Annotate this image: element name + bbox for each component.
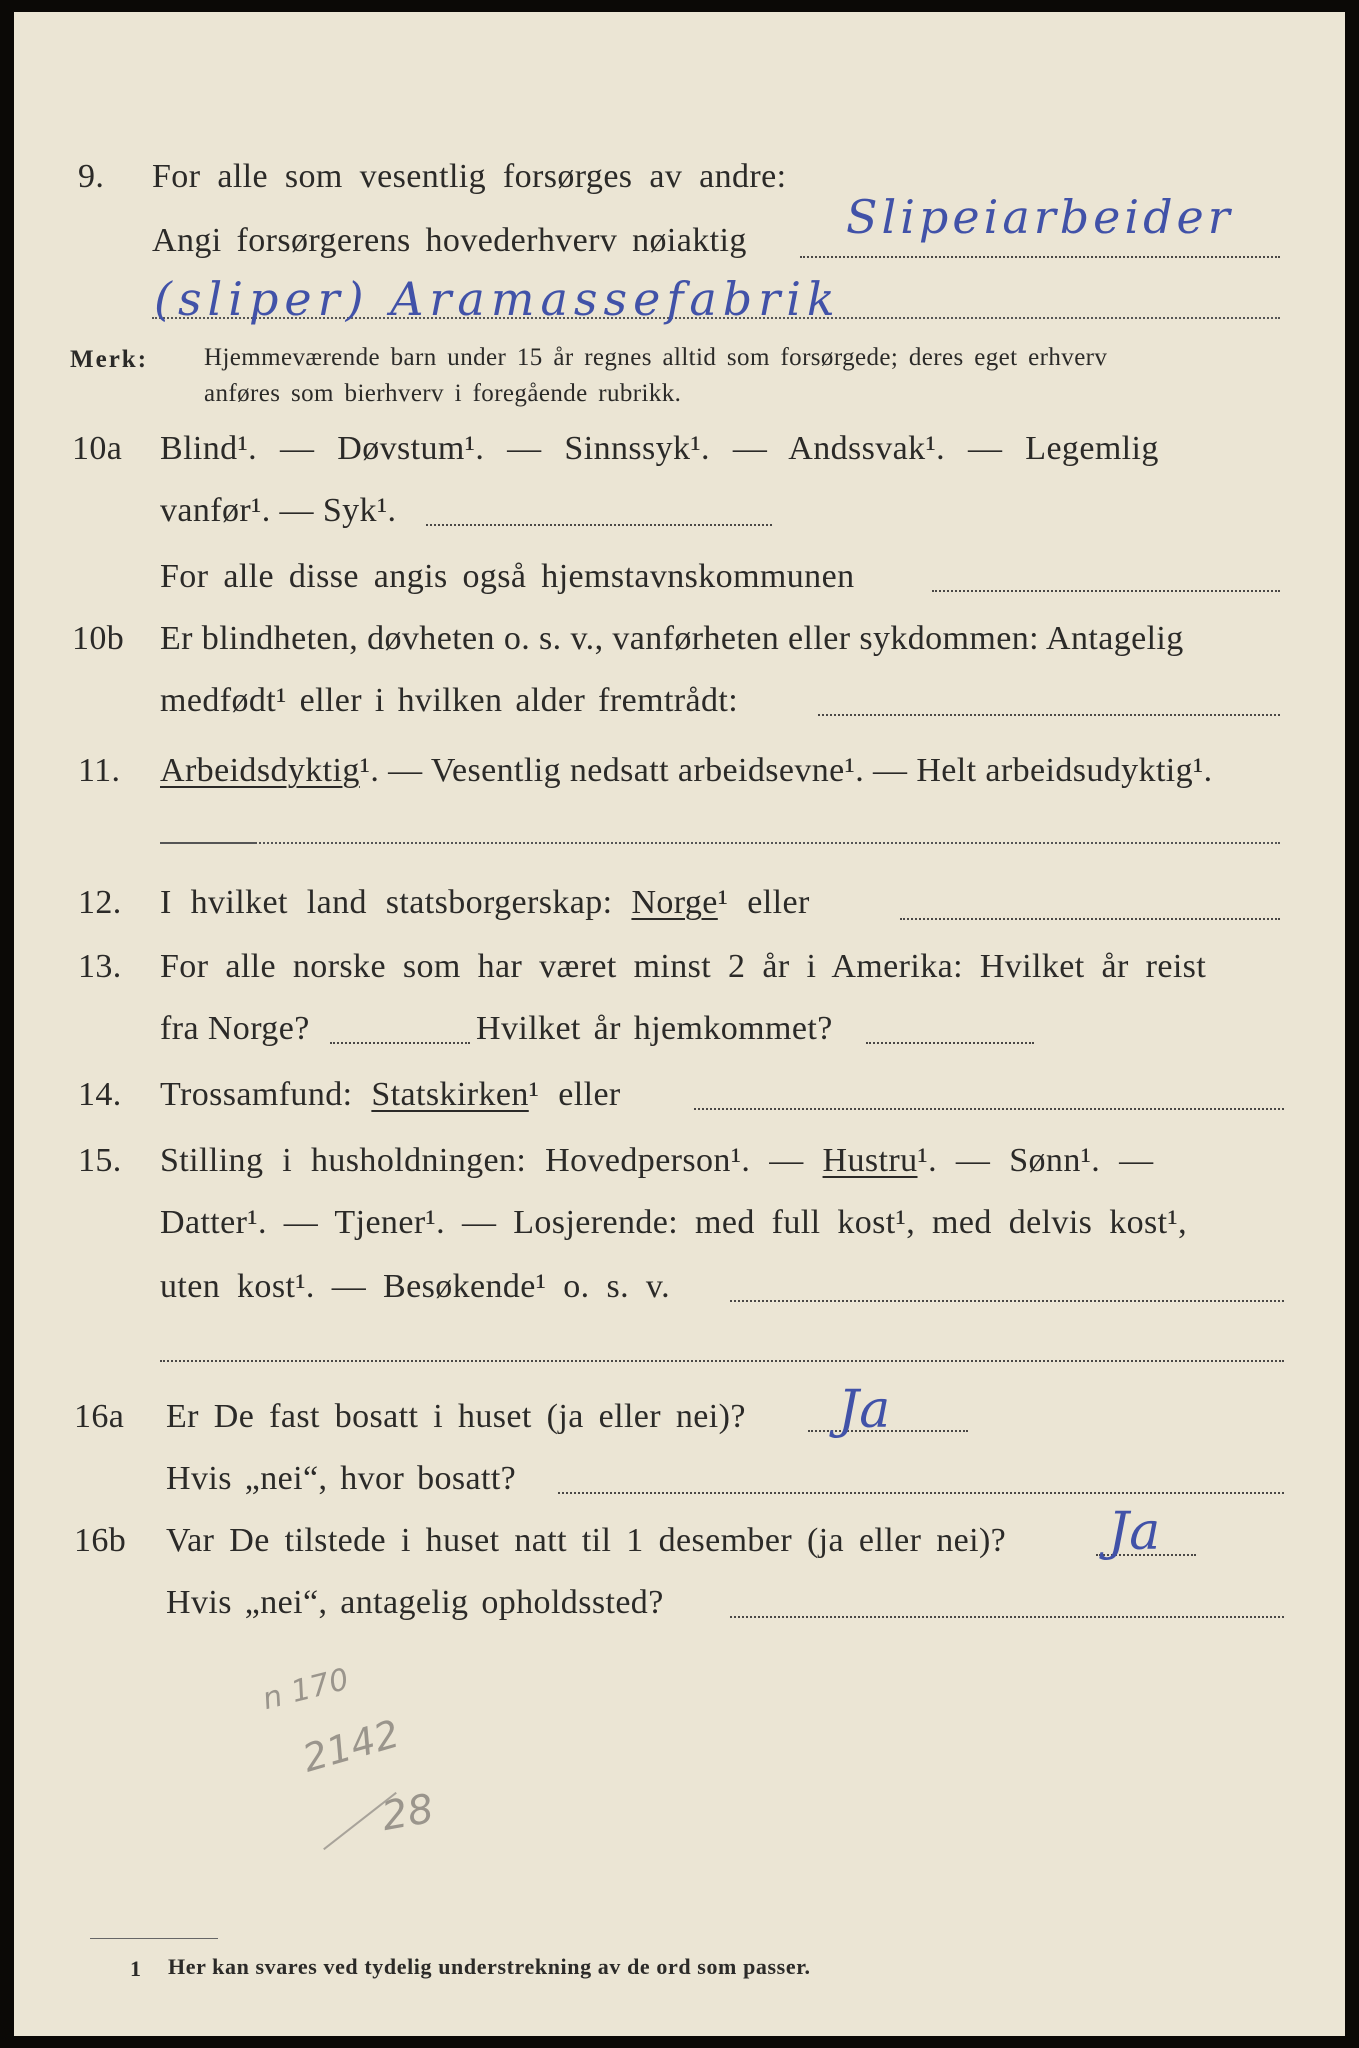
q14-after: ¹ eller [528,1076,621,1113]
q15-line1a: Stilling i husholdningen: Hovedperson¹. — [160,1142,804,1179]
q16b-handwritten-answer: Ja [1108,1502,1161,1562]
q15-line3: uten kost¹. — Besøkende¹ o. s. v. [160,1268,671,1305]
q12-underlined-answer: Norge [631,884,718,921]
q13-number: 13. [78,948,122,985]
footnote-marker: 1 [130,1956,142,1981]
q10b-number: 10b [72,620,125,657]
q11-line [160,752,1213,790]
q14-underlined-answer: Statskirken [371,1076,529,1113]
q12-line [160,884,810,922]
q16a-number: 16a [74,1398,125,1435]
q15-line1b: ¹. — Sønn¹. — [917,1142,1154,1179]
q15-line1 [160,1142,1154,1180]
pencil-note-3: 28 [378,1785,438,1841]
q12-answer-line [900,918,1280,920]
q15-line2: Datter¹. — Tjener¹. — Losjerende: med full kost¹, med delvis kost¹, [160,1204,1187,1241]
q11-number: 11. [78,752,121,789]
q14-line [160,1076,621,1114]
q9-answer-line1 [800,256,1280,258]
q16b-line2: Hvis „nei“, antagelig opholdssted? [166,1584,664,1621]
q12-number: 12. [78,884,122,921]
merk-line2: anføres som bierhverv i foregående rubrikk. [204,380,682,407]
q16a-handwritten-answer: Ja [838,1380,891,1440]
q11-extra-line [160,842,1280,844]
merk-label: Merk: [70,346,149,373]
census-form-page [14,12,1345,2036]
q10a-number: 10a [72,430,123,467]
q9-handwritten-answer1: Slipeiarbeider [846,190,1234,244]
q10b-line1: Er blindheten, døvheten o. s. v., vanførheten eller sykdommen: Antagelig [160,620,1184,657]
q9-handwritten-answer2: (sliper) Aramassefabrik [154,272,841,326]
q15-extra-line [160,1360,1284,1362]
q13-line2b: Hvilket år hjemkommet? [476,1010,833,1047]
q12-after: ¹ eller [717,884,810,921]
q16a-line1: Er De fast bosatt i huset (ja eller nei)? [166,1398,746,1435]
q13-line2a: fra Norge? [160,1010,310,1047]
footnote-rule [90,1938,218,1939]
q16b-line1: Var De tilstede i huset natt til 1 desember (ja eller nei)? [166,1522,1007,1559]
q9-line1: For alle som vesentlig forsørges av andre: [152,158,787,195]
q16b-number: 16b [74,1522,127,1559]
q10a-answer-line [426,524,772,526]
q14-answer-line [694,1108,1284,1110]
q11-solid-stroke [160,842,256,844]
q10b-answer-line [818,714,1280,716]
q15-answer-line [730,1300,1284,1302]
q10a-hometown-line [932,590,1280,592]
q10a-line3: For alle disse angis også hjemstavnskommunen [160,558,855,595]
q10b-line2: medfødt¹ eller i hvilken alder fremtrådt: [160,682,739,719]
pencil-note-1: n 170 [259,1661,353,1718]
pencil-note-2: 2142 [297,1711,405,1781]
q9-line2: Angi forsørgerens hovederhverv nøiaktig [152,222,747,259]
q9-number: 9. [78,158,105,195]
q15-number: 15. [78,1142,122,1179]
q12-text: I hvilket land statsborgerskap: [160,884,613,921]
footnote-text: Her kan svares ved tydelig understrekning av de ord som passer. [168,1954,811,1979]
q10a-line2: vanfør¹. — Syk¹. [160,492,397,529]
q13-emigrated-line [330,1042,470,1044]
q14-number: 14. [78,1076,122,1113]
q16b-location-line [730,1616,1284,1618]
q15-underlined-answer: Hustru [822,1142,918,1179]
q16a-residence-line [558,1492,1284,1494]
q10a-line1: Blind¹. — Døvstum¹. — Sinnssyk¹. — Andssvak¹. — Legemlig [160,430,1159,467]
q13-returned-line [866,1042,1034,1044]
q16a-line2: Hvis „nei“, hvor bosatt? [166,1460,517,1497]
q11-rest: ¹. — Vesentlig nedsatt arbeidsevne¹. — Helt arbeidsudyktig¹. [359,752,1213,789]
q11-underlined-answer: Arbeidsdyktig [160,752,360,789]
q13-line1: For alle norske som har været minst 2 år i Amerika: Hvilket år reist [160,948,1207,985]
merk-line1: Hjemmeværende barn under 15 år regnes alltid som forsørgede; deres eget erhverv [204,344,1108,371]
q14-text: Trossamfund: [160,1076,353,1113]
